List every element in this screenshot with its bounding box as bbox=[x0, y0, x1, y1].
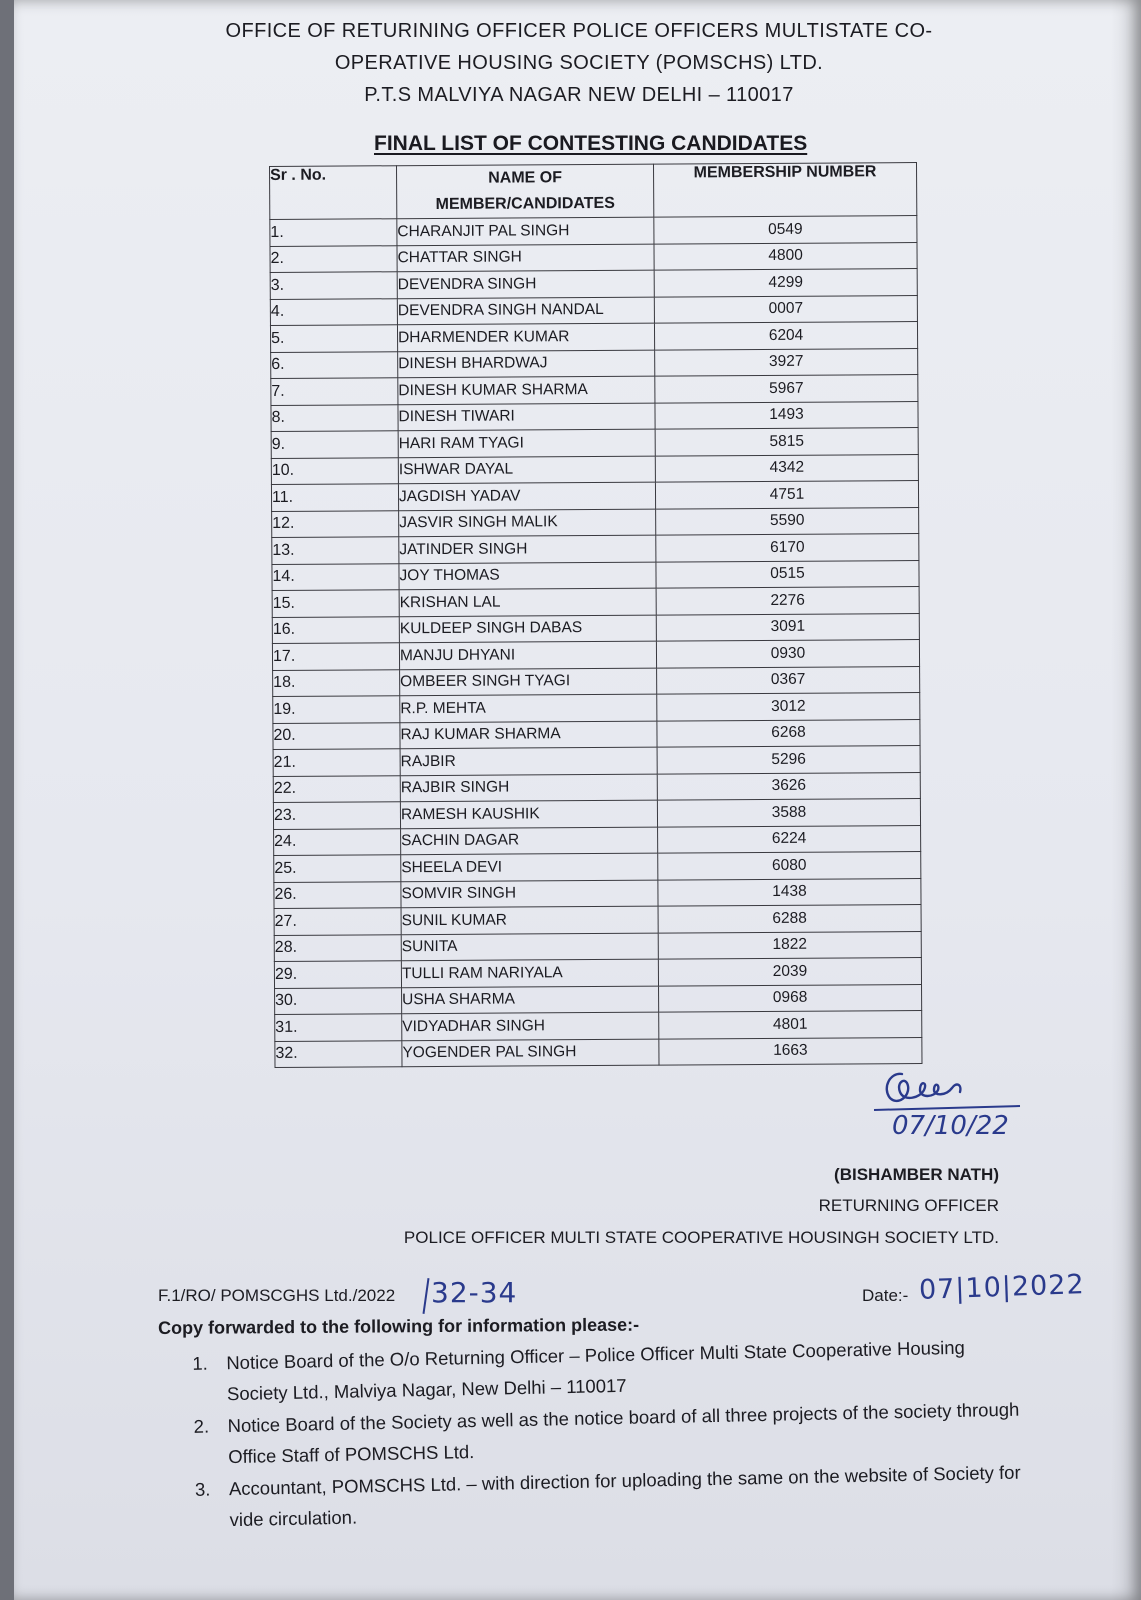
table-row bbox=[273, 799, 920, 829]
officer-name: (BISHAMBER NATH) bbox=[834, 1165, 999, 1184]
table-row bbox=[270, 295, 917, 325]
copy-item-text: Notice Board of the O/o Returning Officer – Police Officer Multi State Cooperative Housing Society Ltd., Malviya Nagar, New Delhi – 110017 bbox=[226, 1336, 966, 1405]
sr-cell: 5. bbox=[270, 325, 397, 352]
header-line-2: OPERATIVE HOUSING SOCIETY (POMSCHS) LTD. bbox=[334, 52, 824, 74]
name-cell: KULDEEP SINGH DABAS bbox=[399, 615, 656, 643]
membership-cell: 0968 bbox=[659, 984, 922, 1012]
membership-cell: 6288 bbox=[658, 905, 921, 933]
column-header-membership: MEMBERSHIP NUMBER bbox=[653, 163, 916, 218]
column-header-sr-no: Sr . No. bbox=[270, 166, 397, 220]
table-row bbox=[274, 825, 921, 855]
table-row bbox=[271, 428, 918, 458]
table-row bbox=[272, 560, 919, 590]
membership-cell: 1822 bbox=[658, 931, 921, 959]
copy-forwarded-list bbox=[188, 1330, 1032, 1537]
sr-cell: 6. bbox=[271, 351, 398, 378]
name-cell: R.P. MEHTA bbox=[400, 694, 657, 722]
name-cell: JATINDER SINGH bbox=[399, 535, 656, 563]
table-row bbox=[274, 878, 921, 908]
sr-cell: 12. bbox=[272, 510, 399, 537]
table-row bbox=[272, 587, 919, 617]
membership-cell: 5296 bbox=[657, 746, 920, 774]
table-row bbox=[273, 666, 920, 696]
name-cell: VIDYADHAR SINGH bbox=[402, 1012, 659, 1040]
table-row bbox=[273, 772, 920, 802]
name-cell: SUNIL KUMAR bbox=[401, 906, 658, 934]
membership-cell: 1438 bbox=[658, 878, 921, 906]
sr-cell: 24. bbox=[274, 828, 401, 855]
sr-cell: 30. bbox=[275, 987, 402, 1014]
name-cell: HARI RAM TYAGI bbox=[398, 429, 655, 457]
membership-cell: 3626 bbox=[657, 772, 920, 800]
sr-cell: 25. bbox=[274, 855, 401, 882]
sr-cell: 9. bbox=[271, 431, 398, 458]
name-cell: CHATTAR SINGH bbox=[397, 244, 654, 272]
name-cell: OMBEER SINGH TYAGI bbox=[400, 668, 657, 696]
table-row bbox=[275, 1037, 922, 1067]
table-row bbox=[274, 958, 921, 988]
name-cell: DINESH BHARDWAJ bbox=[398, 350, 655, 378]
sr-cell: 18. bbox=[273, 669, 400, 696]
column-header-name-text: NAME OF MEMBER/CANDIDATES bbox=[435, 169, 615, 213]
membership-cell: 5815 bbox=[655, 428, 918, 456]
sr-cell: 31. bbox=[275, 1014, 402, 1041]
header-line-1: OFFICE OF RETURINING OFFICER POLICE OFFICERS MULTISTATE CO- bbox=[225, 20, 933, 42]
name-cell: JAGDISH YADAV bbox=[398, 482, 655, 510]
sr-cell: 3. bbox=[270, 272, 397, 299]
sr-cell: 15. bbox=[272, 590, 399, 617]
membership-cell: 3927 bbox=[655, 348, 918, 376]
sr-cell: 17. bbox=[272, 643, 399, 670]
name-cell: JOY THOMAS bbox=[399, 562, 656, 590]
header-line-3: P.T.S MALVIYA NAGAR NEW DELHI – 110017 bbox=[364, 84, 794, 106]
name-cell: ISHWAR DAYAL bbox=[398, 456, 655, 484]
membership-cell: 0367 bbox=[657, 666, 920, 694]
table-row bbox=[270, 216, 917, 246]
table-row bbox=[273, 719, 920, 749]
sr-cell: 22. bbox=[273, 775, 400, 802]
sr-cell: 19. bbox=[273, 696, 400, 723]
membership-cell: 4751 bbox=[655, 481, 918, 509]
table-row bbox=[275, 1011, 922, 1041]
copy-item-text: Accountant, POMSCHS Ltd. – with direction for uploading the same on the website of Society for vide circulation. bbox=[228, 1461, 1021, 1531]
document-page bbox=[14, 0, 1141, 1600]
membership-cell: 2039 bbox=[658, 958, 921, 986]
name-cell: MANJU DHYANI bbox=[399, 641, 656, 669]
name-cell: SACHIN DAGAR bbox=[401, 827, 658, 855]
name-cell: DINESH TIWARI bbox=[398, 403, 655, 431]
table-row bbox=[273, 693, 920, 723]
name-cell: RAMESH KAUSHIK bbox=[400, 800, 657, 828]
reference-number: F.1/RO/ POMSCGHS Ltd./2022 bbox=[158, 1286, 396, 1305]
reference-separator bbox=[423, 1278, 430, 1314]
name-cell: CHARANJIT PAL SINGH bbox=[397, 217, 654, 245]
sr-cell: 4. bbox=[270, 298, 397, 325]
membership-cell: 0930 bbox=[656, 640, 919, 668]
name-cell: RAJBIR bbox=[400, 747, 657, 775]
membership-cell: 4800 bbox=[654, 242, 917, 270]
signature-mark bbox=[850, 1068, 1050, 1148]
table-row bbox=[272, 640, 919, 670]
sr-cell: 1. bbox=[270, 219, 397, 246]
table-row bbox=[273, 746, 920, 776]
signature-date: 07/10/22 bbox=[892, 1111, 1009, 1141]
sr-cell: 26. bbox=[274, 881, 401, 908]
sr-cell: 7. bbox=[271, 378, 398, 405]
name-cell: DEVENDRA SINGH NANDAL bbox=[397, 297, 654, 325]
table-body bbox=[270, 216, 922, 1068]
sr-cell: 23. bbox=[273, 802, 400, 829]
membership-cell: 0549 bbox=[654, 216, 917, 244]
name-cell: RAJBIR SINGH bbox=[400, 774, 657, 802]
handwritten-date: 07|10|2022 bbox=[918, 1269, 1086, 1306]
name-cell: DINESH KUMAR SHARMA bbox=[398, 376, 655, 404]
name-cell: JASVIR SINGH MALIK bbox=[399, 509, 656, 537]
membership-cell: 6224 bbox=[658, 825, 921, 853]
officer-society: POLICE OFFICER MULTI STATE COOPERATIVE HOUSINGH SOCIETY LTD. bbox=[403, 1228, 999, 1247]
table-row bbox=[272, 613, 919, 643]
candidates-table bbox=[269, 162, 922, 1068]
sr-cell: 20. bbox=[273, 722, 400, 749]
table-row bbox=[270, 242, 917, 272]
name-cell: YOGENDER PAL SINGH bbox=[402, 1039, 659, 1067]
officer-designation: RETURNING OFFICER bbox=[818, 1196, 999, 1215]
date-label: Date:- bbox=[862, 1286, 909, 1305]
name-cell: DHARMENDER KUMAR bbox=[397, 323, 654, 351]
table-row bbox=[274, 852, 921, 882]
sr-cell: 16. bbox=[272, 616, 399, 643]
name-cell: KRISHAN LAL bbox=[399, 588, 656, 616]
membership-cell: 6204 bbox=[654, 322, 917, 350]
sr-cell: 28. bbox=[274, 934, 401, 961]
copy-item-number: 3. bbox=[194, 1478, 211, 1500]
table-row bbox=[271, 375, 918, 405]
sr-cell: 2. bbox=[270, 245, 397, 272]
membership-cell: 2276 bbox=[656, 587, 919, 615]
sr-cell: 8. bbox=[271, 404, 398, 431]
sr-cell: 10. bbox=[271, 457, 398, 484]
membership-cell: 6268 bbox=[657, 719, 920, 747]
membership-cell: 4801 bbox=[659, 1011, 922, 1039]
table-row bbox=[271, 401, 918, 431]
membership-cell: 1663 bbox=[659, 1037, 922, 1065]
name-cell: USHA SHARMA bbox=[402, 986, 659, 1014]
sr-cell: 32. bbox=[275, 1040, 402, 1067]
handwritten-reference: 32-34 bbox=[431, 1276, 518, 1309]
table-row bbox=[275, 984, 922, 1014]
name-cell: SOMVIR SINGH bbox=[401, 880, 658, 908]
membership-cell: 0515 bbox=[656, 560, 919, 588]
table-header-row bbox=[270, 163, 917, 220]
membership-cell: 4299 bbox=[654, 269, 917, 297]
table-row bbox=[272, 534, 919, 564]
table-row bbox=[274, 905, 921, 935]
sr-cell: 11. bbox=[271, 484, 398, 511]
name-cell: DEVENDRA SINGH bbox=[397, 270, 654, 298]
membership-cell: 6080 bbox=[658, 852, 921, 880]
name-cell: RAJ KUMAR SHARMA bbox=[400, 721, 657, 749]
column-header-name bbox=[397, 164, 654, 219]
membership-cell: 5967 bbox=[655, 375, 918, 403]
sr-cell: 21. bbox=[273, 749, 400, 776]
membership-cell: 5590 bbox=[656, 507, 919, 535]
copy-item-number: 1. bbox=[192, 1352, 208, 1374]
sr-cell: 29. bbox=[274, 961, 401, 988]
name-cell: SUNITA bbox=[401, 933, 658, 961]
sr-cell: 13. bbox=[272, 537, 399, 564]
name-cell: TULLI RAM NARIYALA bbox=[401, 959, 658, 987]
copy-forwarded-heading: Copy forwarded to the following for information please:- bbox=[158, 1314, 640, 1338]
copy-item-number: 2. bbox=[193, 1415, 210, 1437]
sr-cell: 27. bbox=[274, 908, 401, 935]
membership-cell: 6170 bbox=[656, 534, 919, 562]
table-row bbox=[271, 348, 918, 378]
list-title: FINAL LIST OF CONTESTING CANDIDATES bbox=[374, 132, 808, 155]
name-cell: SHEELA DEVI bbox=[401, 853, 658, 881]
membership-cell: 3012 bbox=[657, 693, 920, 721]
membership-cell: 3588 bbox=[657, 799, 920, 827]
table-row bbox=[271, 481, 918, 511]
table-row bbox=[272, 507, 919, 537]
membership-cell: 0007 bbox=[654, 295, 917, 323]
sr-cell: 14. bbox=[272, 563, 399, 590]
membership-cell: 1493 bbox=[655, 401, 918, 429]
table-row bbox=[271, 454, 918, 484]
table-row bbox=[274, 931, 921, 961]
copy-item-text: Notice Board of the Society as well as the notice board of all three projects of the society through Office Staff of POMSCHS Ltd. bbox=[227, 1398, 1020, 1468]
table-row bbox=[270, 269, 917, 299]
page-shadow bbox=[1111, 0, 1141, 1600]
table-row bbox=[270, 322, 917, 352]
membership-cell: 3091 bbox=[656, 613, 919, 641]
membership-cell: 4342 bbox=[655, 454, 918, 482]
